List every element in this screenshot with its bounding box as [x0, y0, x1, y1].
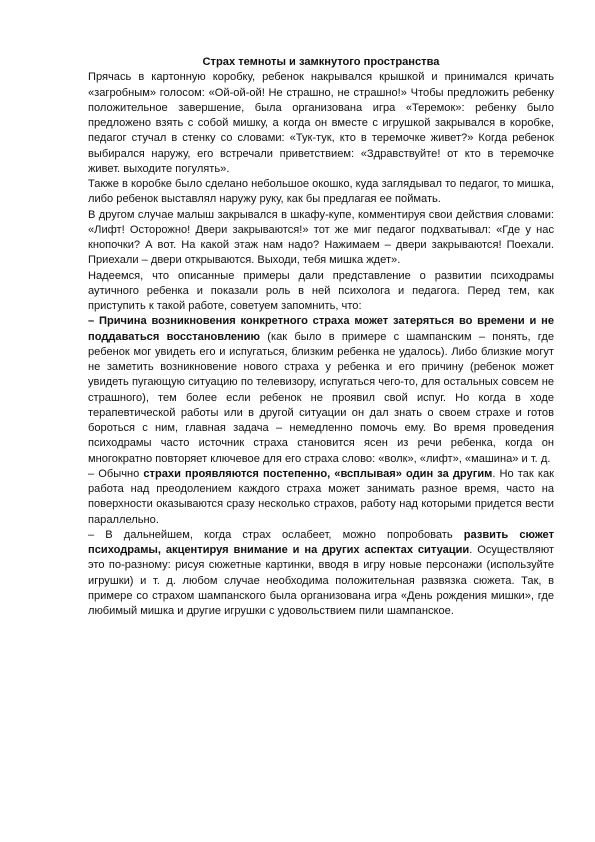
paragraph-point-cause: [88, 314, 554, 467]
document-page: [88, 55, 554, 619]
paragraph-point-develop: [88, 528, 554, 620]
paragraph-teremok: Прячась в картонную коробку, ребенок накрывался крышкой и принимался кричать «загробным» голосом: «Ой-ой-ой! Не страшно, не страшно!» Чтобы предложить ребенку положительное завершение, была организована игра «Теремок»: ребенку было предложено взять с собой мишку, а когда он вместе с игрушкой закрывался в коробке, педагог стучал в стенку со словами: «Тук-тук, кто в теремочке живет?» Когда ребенок выбирался наружу, его встречали приветствием: «Здравствуйте! от кто в теремочке живет. выходите погулять».: [88, 71, 554, 175]
document-title: Страх темноты и замкнутого пространства: [202, 56, 440, 68]
point-gradual-bold: страхи проявляются постепенно, «всплывая» один за другим: [143, 467, 493, 480]
point-cause-text: (как было в примере с шампанским – понять, где ребенок мог увидеть его и испугаться, близким ребенка не удалось). Либо близкие могут не заметить возникновение нового страха у ребенка и его причину (ребенок может увидеть пугающую ситуацию по телевизору, испугаться чего-то, для остальных совсем не страшного), тем более если ребенок не проявил свой испуг. Но когда в ходе терапевтической работы или в другой ситуации он дал знать о своем страхе и готов бороться с ним, главная задача – немедленно помочь ему. Во время проведения психодрамы часто источник страха становится ясен из речи ребенка, когда он многократно повторяет ключевое для его страха слово: «волк», «лифт», «машина» и т. д.: [88, 330, 554, 465]
point-gradual-lead: – Обычно: [88, 467, 144, 480]
point-gradual-text: . Но так как работа над преодолением каждого страха может занимать разное время, часто на поверхности оказываются сразу несколько страхов, работу над которыми придется вести параллельно.: [88, 467, 554, 526]
paragraph-elevator: В другом случае малыш закрывался в шкафу-купе, комментируя свои действия словами: «Лифт! Осторожно! Двери закрываются!» тот же миг педагог подхватывал: «Где у нас кнопочки? А вот. На какой этаж нам надо? Нажимаем – двери закрываются! Поехали. Приехали – двери открываются. Выходи, тебя мишка ждет».: [88, 208, 554, 267]
paragraph-point-gradual: [88, 467, 554, 528]
point-develop-text: . Осуществляют это по-разному: рисуя сюжетные картинки, вводя в игру новые персонажи (используйте игрушки) и т. д. любом случае необходима положительная развязка сюжета. Так, в примере со страхом шампанского была организована игра «День рождения мишки», где любимый мишка и другие игрушки с удовольствием пили шампанское.: [88, 544, 554, 617]
paragraph-window: Также в коробке было сделано небольшое окошко, куда заглядывал то педагог, то мишка, либо ребенок выставлял наружу руку, как бы предлагая ее поймать.: [88, 178, 554, 206]
point-develop-lead: – В дальнейшем, когда страх ослабеет, можно попробовать: [88, 528, 464, 541]
point-develop-bold: развить сюжет психодрамы, акцентируя внимание и на других аспектах ситуации: [88, 528, 554, 556]
paragraph-summary: Надеемся, что описанные примеры дали представление о развитии психодрамы аутичного ребенка и показали роль в ней психолога и педагога. Перед тем, как приступить к такой работе, советуем запомнить, что:: [88, 269, 554, 312]
point-cause-bold: – Причина возникновения конкретного страха может затеряться во времени и не поддаваться восстановлению: [88, 315, 554, 343]
